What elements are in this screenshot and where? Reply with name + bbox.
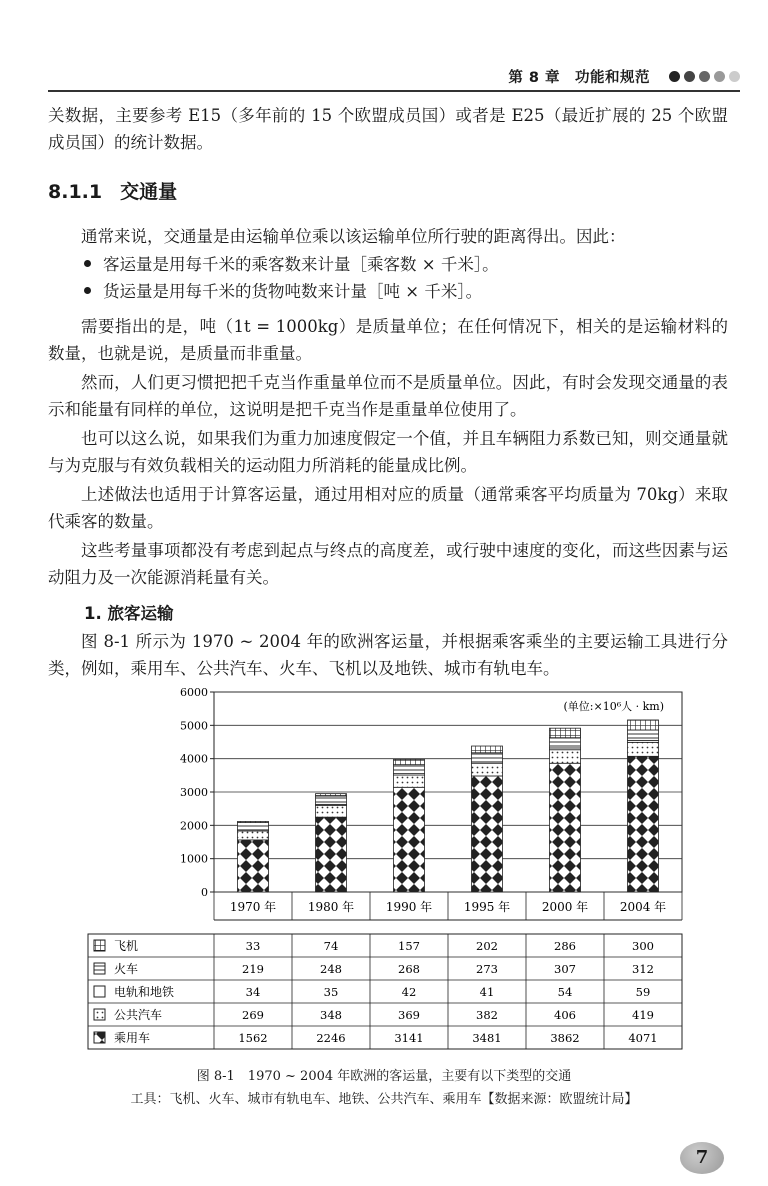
table-value: 286	[554, 939, 576, 953]
header-rule	[48, 90, 740, 92]
paragraph-intro: 关数据，主要参考 E15（多年前的 15 个欧盟成员国）或者是 E25（最近扩展的 25 个欧盟成员国）的统计数据。	[48, 106, 728, 152]
x-category-label: 1990 年	[385, 900, 433, 914]
x-category-label: 1970 年	[229, 900, 277, 914]
paragraph-weight: 然而，人们更习惯把把千克当作重量单位而不是质量单位。因此，有时会发现交通量的表示和能量有同样的单位，这说明是把千克当作是重量单位使用了。	[48, 373, 728, 419]
bar-segment	[472, 763, 503, 776]
table-value: 3141	[394, 1031, 424, 1045]
bar-segment	[472, 746, 503, 753]
bar-segment	[238, 821, 269, 822]
header-dots-icon	[669, 71, 740, 82]
bullet-icon	[84, 260, 91, 267]
figure-caption-source: 工具：飞机、火车、城市有轨电车、地铁、公共汽车、乘用车【数据来源：欧盟统计局】	[130, 1092, 638, 1107]
bar-segment	[394, 759, 425, 764]
legend-swatch	[94, 986, 105, 997]
bar-segment	[550, 728, 581, 738]
bar-segment	[472, 776, 503, 892]
table-value: 59	[635, 985, 651, 999]
y-tick-label: 6000	[180, 686, 208, 699]
legend-label: 乘用车	[114, 1031, 151, 1045]
section-title: 交通量	[120, 181, 178, 203]
bullet-text: 货运量是用每千米的货物吨数来计量［吨 × 千米］。	[103, 282, 483, 301]
bar-segment	[316, 794, 347, 796]
bar-segment	[550, 763, 581, 892]
header-dot	[729, 71, 740, 82]
paragraph-energy: 也可以这么说，如果我们为重力加速度假定一个值，并且车辆阻力系数已知，则交通量就与为克服与有效负载相关的运动阻力所消耗的能量成比例。	[48, 429, 728, 475]
chapter-title: 第 8 章 功能和规范	[508, 70, 650, 86]
legend-label: 飞机	[114, 939, 139, 953]
bar-segment	[628, 742, 659, 756]
table-value: 1562	[238, 1031, 268, 1045]
table-value: 419	[632, 1008, 654, 1022]
paragraph-figure-intro: 图 8-1 所示为 1970 ~ 2004 年的欧洲客运量，并根据乘客乘坐的主要运输工具进行分类，例如，乘用车、公共汽车、火车、飞机以及地铁、城市有轨电车。	[48, 632, 728, 678]
legend-label: 公共汽车	[114, 1008, 163, 1022]
y-tick-label: 1000	[180, 852, 208, 866]
bar-segment	[394, 787, 425, 892]
legend-swatch	[94, 940, 105, 951]
table-value: 34	[245, 985, 261, 999]
table-value: 248	[320, 962, 342, 976]
table-value: 3481	[472, 1031, 502, 1045]
table-value: 74	[323, 939, 339, 953]
table-value: 54	[557, 985, 573, 999]
table-value: 202	[476, 939, 498, 953]
bar-segment	[628, 730, 659, 740]
table-value: 269	[242, 1008, 264, 1022]
x-category-label: 2004 年	[619, 900, 667, 914]
table-value: 406	[554, 1008, 576, 1022]
y-tick-label: 2000	[180, 819, 208, 833]
table-value: 268	[398, 962, 420, 976]
table-value: 2246	[316, 1031, 346, 1045]
legend-swatch	[94, 1032, 105, 1043]
unit-label: (单位:×10⁶人 · km)	[563, 700, 664, 713]
paragraph-mass: 需要指出的是，吨（1t = 1000kg）是质量单位；在任何情况下，相关的是运输材料的数量，也就是说，是质量而非重量。	[48, 317, 728, 363]
bar-segment	[472, 753, 503, 762]
table-value: 35	[323, 985, 339, 999]
page-number: 7	[680, 1142, 724, 1174]
table-value: 382	[476, 1008, 498, 1022]
y-tick-label: 3000	[180, 786, 208, 799]
bar-segment	[394, 765, 425, 774]
bar-segment	[628, 756, 659, 892]
header-dot	[684, 71, 695, 82]
bullet-text: 客运量是用每千米的乘客数来计量［乘客数 × 千米］。	[103, 255, 499, 274]
passenger-traffic-chart	[0, 680, 768, 1060]
header-dot	[699, 71, 710, 82]
data-table	[88, 934, 682, 1049]
table-value: 273	[476, 962, 498, 976]
header-dot	[669, 71, 680, 82]
table-value: 157	[398, 939, 420, 953]
section-heading	[48, 177, 177, 204]
table-value: 219	[242, 962, 264, 976]
bullet-item	[84, 251, 499, 278]
x-category-label: 1980 年	[307, 900, 355, 914]
table-value: 312	[632, 962, 654, 976]
y-tick-label: 0	[201, 886, 208, 899]
x-category-label: 1995 年	[463, 900, 511, 914]
bar-segment	[316, 796, 347, 804]
legend-swatch	[94, 1009, 105, 1020]
table-value: 300	[632, 939, 654, 953]
table-value: 307	[554, 962, 576, 976]
y-tick-label: 5000	[180, 719, 208, 733]
table-value: 4071	[628, 1031, 658, 1045]
bar-segment	[238, 840, 269, 892]
legend-swatch	[94, 963, 105, 974]
bar-segment	[238, 831, 269, 840]
bar-segment	[316, 817, 347, 892]
table-value: 348	[320, 1008, 342, 1022]
table-value: 42	[401, 985, 417, 999]
bar-segment	[394, 775, 425, 787]
header-dot	[714, 71, 725, 82]
table-value: 3862	[550, 1031, 580, 1045]
bar-segment	[550, 750, 581, 764]
paragraph-passenger: 上述做法也适用于计算客运量，通过用相对应的质量（通常乘客平均质量为 70kg）来取代乘客的数量。	[48, 485, 728, 531]
bar-segment	[238, 823, 269, 830]
bar-segment	[316, 806, 347, 818]
x-category-label: 2000 年	[541, 900, 589, 914]
paragraph-limitations: 这些考量事项都没有考虑到起点与终点的高度差，或行驶中速度的变化，而这些因素与运动阻力及一次能源消耗量有关。	[48, 541, 728, 587]
figure-caption: 图 8-1 1970 ~ 2004 年欧洲的客运量，主要有以下类型的交通	[196, 1069, 572, 1084]
subheading: 1. 旅客运输	[84, 604, 174, 623]
bullet-icon	[84, 287, 91, 294]
table-value: 369	[398, 1008, 420, 1022]
bullet-item	[84, 278, 482, 305]
table-value: 41	[479, 985, 495, 999]
paragraph-definition: 通常来说，交通量是由运输单位乘以该运输单位所行驶的距离得出。因此：	[81, 227, 626, 246]
legend-label: 火车	[114, 962, 139, 976]
legend-label: 电轨和地铁	[114, 985, 175, 999]
running-header	[0, 66, 768, 92]
table-value: 33	[245, 939, 261, 953]
section-number: 8.1.1	[48, 181, 103, 203]
bar-segment	[628, 720, 659, 730]
bar-segment	[550, 738, 581, 748]
y-tick-label: 4000	[180, 752, 208, 766]
